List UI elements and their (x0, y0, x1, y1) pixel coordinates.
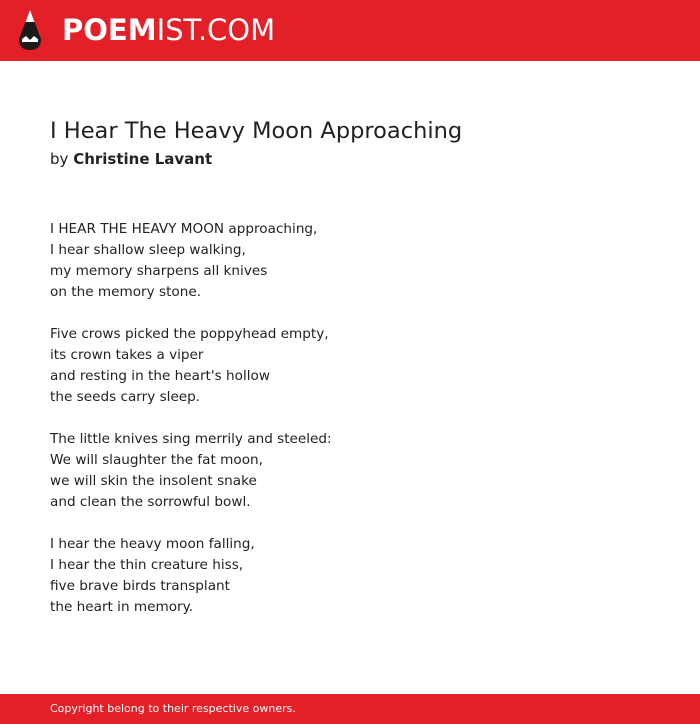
poem-line: five brave birds transplant (50, 578, 230, 594)
poem-line: I hear the thin creature hiss, (50, 557, 244, 573)
logo-bold-text: POEM (62, 13, 157, 47)
poem-line: its crown takes a viper (50, 347, 204, 363)
poem-title: I Hear The Heavy Moon Approaching (50, 118, 463, 144)
site-header (0, 0, 700, 61)
author-name: Christine Lavant (73, 150, 213, 168)
poem-line: on the memory stone. (50, 284, 202, 300)
stanza (50, 219, 650, 303)
poem-line: I hear the heavy moon falling, (50, 536, 255, 552)
poem-line: I hear shallow sleep walking, (50, 242, 246, 258)
stanza (50, 534, 650, 618)
poem-line: the heart in memory. (50, 599, 194, 615)
poem-line: and resting in the heart's hollow (50, 368, 270, 384)
poem-line: we will skin the insolent snake (50, 473, 257, 489)
poem-line: We will slaughter the fat moon, (50, 452, 263, 468)
poem-line: and clean the sorrowful bowl. (50, 494, 251, 510)
stanza (50, 429, 650, 513)
by-label: by (50, 150, 69, 168)
poem-line: the seeds carry sleep. (50, 389, 201, 405)
byline (50, 149, 212, 169)
stanza (50, 324, 650, 408)
site-logo[interactable] (62, 12, 275, 48)
site-footer (0, 694, 700, 724)
pencil-tip-icon[interactable] (18, 9, 42, 51)
poem-line: my memory sharpens all knives (50, 263, 268, 279)
poem-line: I HEAR THE HEAVY MOON approaching, (50, 221, 318, 237)
logo-light-text: IST.COM (156, 13, 276, 47)
poem-body (50, 219, 650, 639)
poem-line: The little knives sing merrily and steeled: (50, 431, 332, 447)
copyright-notice: Copyright belong to their respective owners. (50, 702, 296, 715)
poem-line: Five crows picked the poppyhead empty, (50, 326, 329, 342)
